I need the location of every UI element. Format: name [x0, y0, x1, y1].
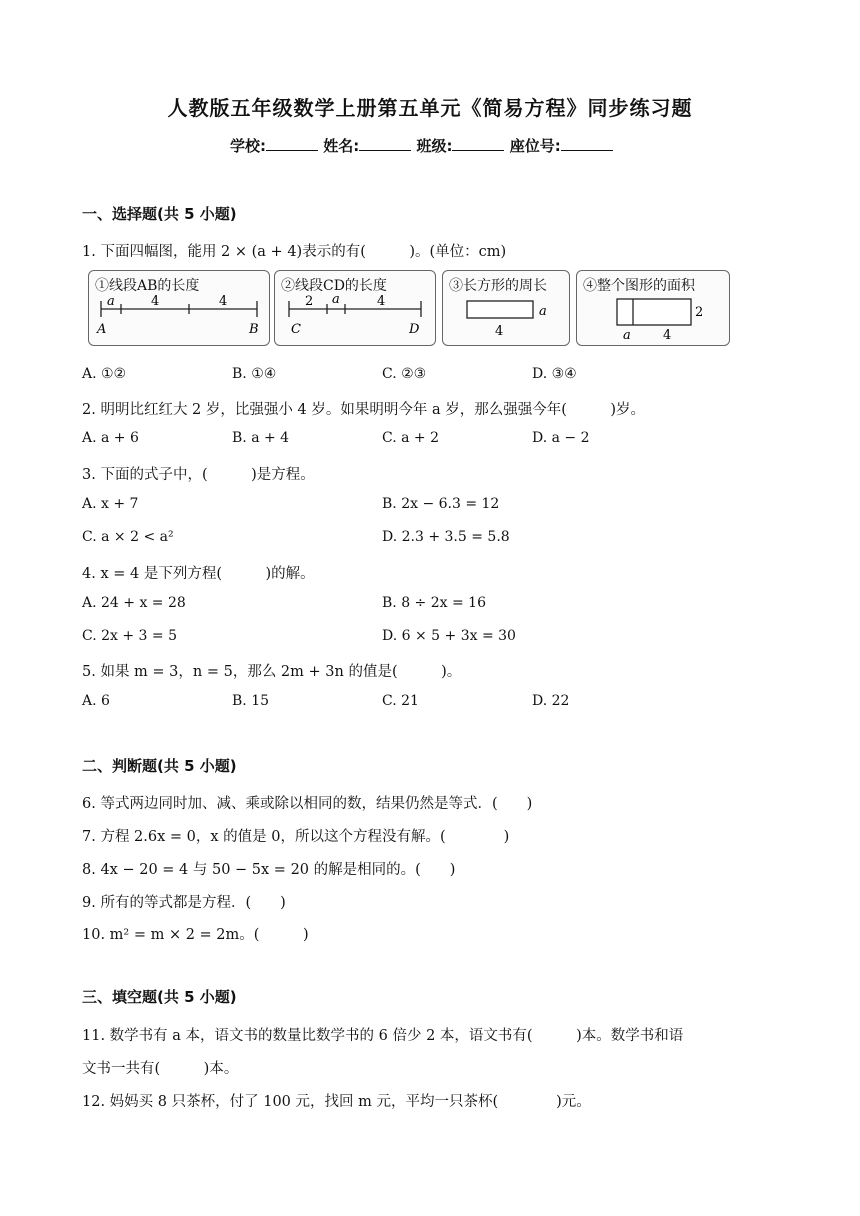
seat-blank	[561, 136, 613, 151]
figure-1-point-b: B	[249, 322, 259, 337]
figure-2-label-2: 2	[305, 294, 314, 309]
question-12: 12. 妈妈买 8 只茶杯，付了 100 元，找回 m 元，平均一只茶杯( )元。	[82, 1094, 591, 1110]
figure-1-segment-ab	[88, 270, 270, 346]
figure-1-point-a: A	[97, 322, 107, 337]
name-blank	[359, 136, 411, 151]
question-11-line-1: 11. 数学书有 a 本，语文书的数量比数学书的 6 倍少 2 本，语文书有( )本。数学书和语	[82, 1028, 684, 1044]
figure-2-caption: ②线段CD的长度	[281, 278, 387, 294]
figure-4-composite	[576, 270, 730, 346]
student-info-line	[230, 135, 613, 156]
question-1-stem: 1. 下面四幅图，能用 2 × (a + 4)表示的有( )。(单位：cm)	[82, 244, 507, 260]
class-blank	[452, 136, 504, 151]
question-7: 7. 方程 2.6x = 0，x 的值是 0，所以这个方程没有解。( )	[82, 829, 510, 845]
figure-3-rectangle	[442, 270, 570, 346]
question-11-line-2: 文书一共有( )本。	[82, 1061, 239, 1077]
q1-option-a: A. ①②	[82, 366, 127, 382]
figure-2-segment-cd	[274, 270, 436, 346]
q1-option-c: C. ②③	[382, 366, 427, 382]
figure-2-label-a: a	[332, 292, 340, 307]
q4-option-b: B. 8 ÷ 2x = 16	[382, 595, 486, 611]
q4-option-c: C. 2x + 3 = 5	[82, 628, 177, 644]
figure-3-label-a: a	[539, 304, 547, 319]
q3-option-d: D. 2.3 + 3.5 = 5.8	[382, 529, 510, 545]
q2-option-d: D. a − 2	[532, 430, 590, 446]
q3-option-b: B. 2x − 6.3 = 12	[382, 496, 500, 512]
figure-4-caption: ④整个图形的面积	[583, 278, 695, 294]
figure-1-diagram	[89, 271, 269, 345]
q4-option-d: D. 6 × 5 + 3x = 30	[382, 628, 516, 644]
q2-option-c: C. a + 2	[382, 430, 439, 446]
figure-4-label-2: 2	[695, 305, 704, 320]
figure-2-point-c: C	[291, 322, 301, 337]
figure-2-label-4: 4	[377, 294, 386, 309]
q1-option-d: D. ③④	[532, 366, 577, 382]
seat-label: 座位号:	[509, 137, 561, 155]
question-4-stem: 4. x = 4 是下列方程( )的解。	[82, 566, 315, 582]
figure-3-label-4: 4	[495, 324, 504, 339]
question-10: 10. m² = m × 2 = 2m。( )	[82, 927, 309, 943]
school-label: 学校:	[230, 137, 266, 155]
question-8: 8. 4x − 20 = 4 与 50 − 5x = 20 的解是相同的。( )	[82, 862, 456, 878]
question-2-stem: 2. 明明比红红大 2 岁，比强强小 4 岁。如果明明今年 a 岁，那么强强今年( )岁。	[82, 402, 646, 418]
figure-4-diagram	[577, 271, 729, 345]
q5-option-c: C. 21	[382, 693, 419, 709]
school-blank	[266, 136, 318, 151]
question-5-stem: 5. 如果 m = 3，n = 5，那么 2m + 3n 的值是( )。	[82, 664, 462, 680]
figure-3-caption: ③长方形的周长	[449, 278, 547, 294]
q5-option-a: A. 6	[82, 693, 110, 709]
figure-4-label-4: 4	[663, 328, 672, 343]
question-9: 9. 所有的等式都是方程．( )	[82, 895, 286, 911]
q4-option-a: A. 24 + x = 28	[82, 595, 186, 611]
question-3-stem: 3. 下面的式子中，( )是方程。	[82, 467, 315, 483]
q2-option-a: A. a + 6	[82, 430, 139, 446]
section-fill-heading: 三、填空题(共 5 小题)	[82, 988, 237, 1006]
figure-3-diagram	[443, 271, 569, 345]
question-6: 6. 等式两边同时加、减、乘或除以相同的数，结果仍然是等式．( )	[82, 796, 533, 812]
q5-option-d: D. 22	[532, 693, 570, 709]
q2-option-b: B. a + 4	[232, 430, 290, 446]
name-label: 姓名:	[323, 137, 360, 155]
class-label: 班级:	[416, 137, 453, 155]
figure-1-label-4-right: 4	[219, 294, 228, 309]
q3-option-c: C. a × 2 < a²	[82, 529, 174, 545]
figure-1-label-a: a	[107, 294, 115, 309]
section-choice-heading: 一、选择题(共 5 小题)	[82, 205, 237, 223]
figure-2-diagram	[275, 271, 435, 345]
figure-1-label-4-left: 4	[151, 294, 160, 309]
figure-1-caption: ①线段AB的长度	[95, 278, 200, 294]
figure-4-label-a: a	[623, 328, 631, 343]
figure-2-point-d: D	[409, 322, 420, 337]
q1-option-b: B. ①④	[232, 366, 277, 382]
q5-option-b: B. 15	[232, 693, 270, 709]
q3-option-a: A. x + 7	[82, 496, 139, 512]
section-judge-heading: 二、判断题(共 5 小题)	[82, 757, 237, 775]
page-title: 人教版五年级数学上册第五单元《简易方程》同步练习题	[167, 96, 693, 120]
